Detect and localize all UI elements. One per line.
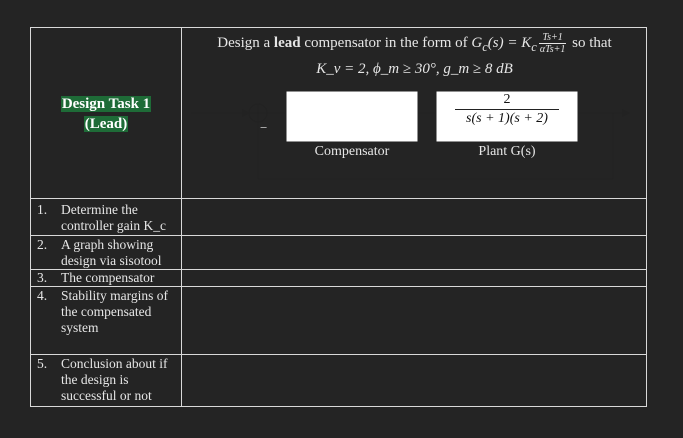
list-item	[37, 288, 177, 354]
problem-text-pre: Design a	[217, 35, 274, 51]
item-number: 2.	[37, 237, 48, 252]
plant-label: Plant G(s)	[478, 144, 536, 159]
item-number: 1.	[37, 202, 48, 217]
row-divider	[31, 354, 646, 355]
gc-argument: (s) = K	[487, 35, 532, 51]
compensator-label: Compensator	[314, 144, 390, 159]
item-text: Stability margins of the compensated system	[61, 288, 168, 335]
item-text: Determine the controller gain K_c	[61, 202, 166, 233]
list-item	[37, 270, 177, 286]
gc-subscript: c	[482, 40, 488, 54]
row-divider	[31, 198, 646, 199]
compensator-block	[286, 91, 418, 142]
item-number: 3.	[37, 270, 48, 285]
item-number: 5.	[37, 356, 48, 371]
item-number: 4.	[37, 288, 48, 303]
problem-text-mid: compensator in the form of	[300, 35, 472, 51]
fraction-numerator: Ts+1	[539, 32, 567, 44]
plant-denominator: s(s + 1)(s + 2)	[466, 111, 548, 126]
gc-symbol: G	[471, 35, 483, 51]
kc-subscript: c	[531, 40, 537, 54]
spec-line: K_v = 2, ϕ_m ≥ 30°, g_m ≥ 8 dB	[316, 61, 513, 77]
problem-text-post: so that	[568, 35, 612, 51]
task-title-line1: Design Task 1	[61, 96, 151, 112]
plant-numerator: 2	[503, 92, 511, 107]
item-text: A graph showing design via sisotool	[61, 237, 162, 268]
item-text: Conclusion about if the design is successful or not	[61, 356, 168, 403]
task-table	[30, 27, 647, 407]
fraction-denominator: αTs+1	[539, 44, 566, 56]
plant-transfer-function	[436, 91, 578, 128]
list-item	[37, 237, 177, 269]
item-text: The compensator	[61, 270, 155, 285]
task-title-line2: (Lead)	[84, 116, 128, 132]
minus-sign: −	[260, 120, 268, 135]
list-item	[37, 202, 177, 236]
problem-text-bold: lead	[273, 35, 301, 51]
list-item	[37, 356, 177, 406]
row-divider	[31, 286, 646, 287]
